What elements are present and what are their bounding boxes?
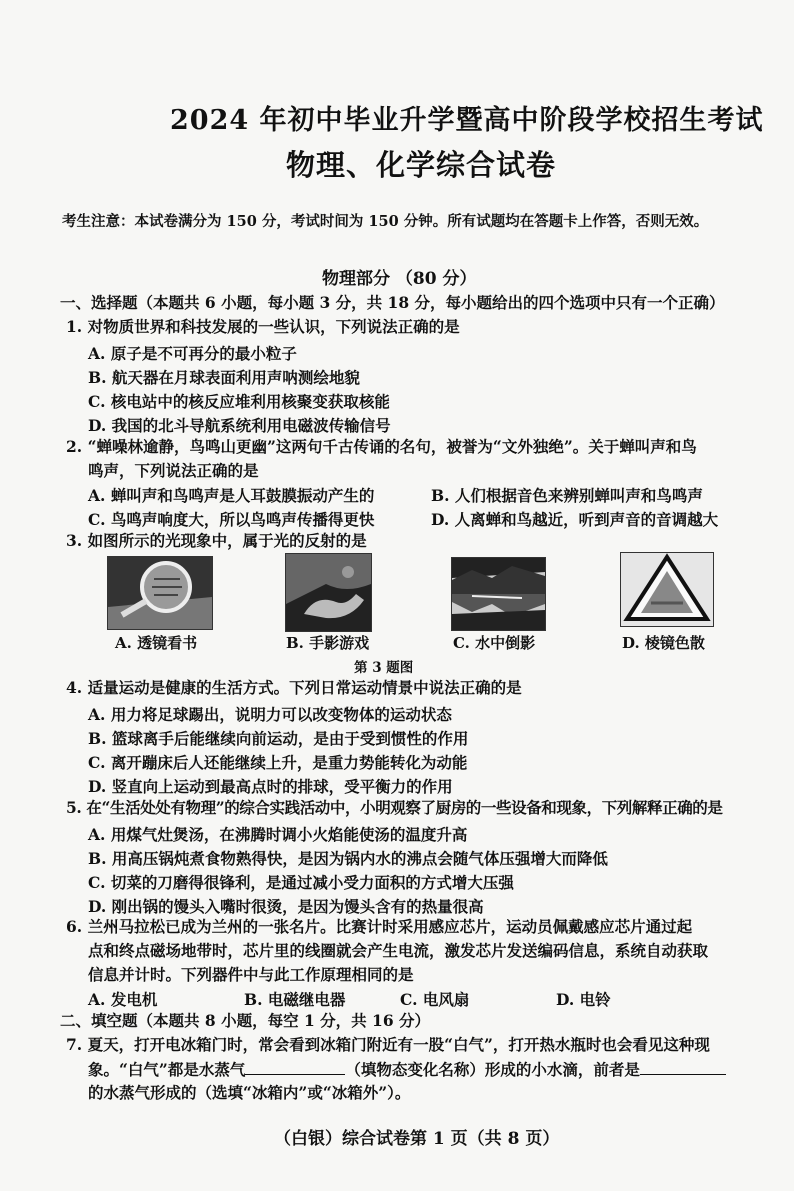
question-1-option-d: D. 我国的北斗导航系统利用电磁波传输信号 [88, 416, 391, 435]
question-2-option-b: B. 人们根据音色来辨别蝉叫声和鸟鸣声 [431, 486, 703, 505]
question-4-stem: 4. 适量运动是健康的生活方式。下列日常运动情景中说法正确的是 [66, 678, 522, 697]
question-4-option-a: A. 用力将足球踢出，说明力可以改变物体的运动状态 [88, 705, 452, 724]
question-2-option-a: A. 蝉叫声和鸟鸣声是人耳鼓膜振动产生的 [88, 486, 375, 505]
exam-subtitle: 物理、化学综合试卷 [286, 148, 557, 182]
section-title: 物理部分 （80 分） [322, 269, 477, 289]
question-2-stem-line1: 2. “蝉噪林逾静，鸟鸣山更幽”这两句千古传诵的名句，被誉为“文外独绝”。关于蝉叫声和鸟 [66, 437, 697, 456]
figure-lens-reading [107, 556, 213, 630]
question-7-line2-end: （填物态变化名称）形成的小水滴，前者是 [345, 1060, 640, 1079]
question-6-stem-line1: 6. 兰州马拉松已成为兰州的一张名片。比赛计时采用感应芯片，运动员佩戴感应芯片通过起 [66, 917, 693, 936]
question-7-line2-start: 象。“白气”都是水蒸气 [88, 1060, 246, 1079]
question-7-line1: 7. 夏天，打开电冰箱门时，常会看到冰箱门附近有一股“白气”，打开热水瓶时也会看见这种现 [66, 1035, 710, 1054]
figure-water-reflection [451, 557, 546, 631]
question-2-option-d: D. 人离蝉和鸟越近，听到声音的音调越大 [431, 510, 719, 529]
question-1-option-c: C. 核电站中的核反应堆利用核聚变获取核能 [88, 392, 390, 411]
answer-blank-2[interactable] [640, 1058, 726, 1075]
page-footer: （白银）综合试卷第 1 页（共 8 页） [274, 1129, 560, 1149]
question-6-option-c: C. 电风扇 [400, 990, 470, 1009]
question-6-stem-line2: 点和终点磁场地带时，芯片里的线圈就会产生电流，激发芯片发送编码信息，系统自动获取 [88, 941, 709, 960]
figure-caption-b: B. 手影游戏 [286, 634, 370, 652]
question-6-option-b: B. 电磁继电器 [244, 990, 346, 1009]
question-5-stem: 5. 在“生活处处有物理”的综合实践活动中，小明观察了厨房的一些设备和现象，下列解释正确的是 [66, 798, 723, 817]
question-1-option-a: A. 原子是不可再分的最小粒子 [88, 344, 297, 363]
question-4-option-b: B. 篮球离手后能继续向前运动，是由于受到惯性的作用 [88, 729, 469, 748]
candidate-notice: 考生注意：本试卷满分为 150 分，考试时间为 150 分钟。所有试题均在答题卡上作答，否则无效。 [62, 213, 709, 230]
figure-caption-d: D. 棱镜色散 [622, 634, 705, 652]
question-6-option-d: D. 电铃 [556, 990, 611, 1009]
question-6-option-a: A. 发电机 [88, 990, 158, 1009]
answer-blank-1[interactable] [245, 1058, 345, 1075]
question-7-line2 [88, 1058, 726, 1081]
figure-3-label: 第 3 题图 [354, 660, 414, 676]
part1-heading: 一、选择题（本题共 6 小题，每小题 3 分，共 18 分，每小题给出的四个选项中只有一个正确） [60, 293, 725, 312]
question-5-option-b: B. 用高压锅炖煮食物熟得快，是因为锅内水的沸点会随气体压强增大而降低 [88, 849, 608, 868]
part2-heading: 二、填空题（本题共 8 小题，每空 1 分，共 16 分） [60, 1011, 431, 1030]
question-3-stem: 3. 如图所示的光现象中，属于光的反射的是 [66, 531, 367, 550]
question-7-line3: 的水蒸气形成的（选填“冰箱内”或“冰箱外”）。 [88, 1083, 411, 1102]
question-5-option-a: A. 用煤气灶煲汤，在沸腾时调小火焰能使汤的温度升高 [88, 825, 468, 844]
question-2-option-c: C. 鸟鸣声响度大，所以鸟鸣声传播得更快 [88, 510, 375, 529]
question-4-option-c: C. 离开蹦床后人还能继续上升，是重力势能转化为动能 [88, 753, 468, 772]
figure-caption-a: A. 透镜看书 [115, 634, 198, 652]
question-5-option-d: D. 刚出锅的馒头入嘴时很烫，是因为馒头含有的热量很高 [88, 897, 484, 916]
question-2-stem-line2: 鸣声，下列说法正确的是 [88, 461, 259, 480]
exam-title: 2024 年初中毕业升学暨高中阶段学校招生考试 [170, 105, 764, 136]
question-5-option-c: C. 切菜的刀磨得很锋利，是通过减小受力面积的方式增大压强 [88, 873, 514, 892]
figure-hand-shadow [285, 553, 372, 632]
question-1-stem: 1. 对物质世界和科技发展的一些认识，下列说法正确的是 [66, 317, 460, 336]
question-4-option-d: D. 竖直向上运动到最高点时的排球，受平衡力的作用 [88, 777, 453, 796]
question-6-stem-line3: 信息并计时。下列器件中与此工作原理相同的是 [88, 965, 414, 984]
figure-caption-c: C. 水中倒影 [453, 634, 536, 652]
figure-prism-dispersion [620, 552, 714, 627]
question-1-option-b: B. 航天器在月球表面利用声呐测绘地貌 [88, 368, 360, 387]
